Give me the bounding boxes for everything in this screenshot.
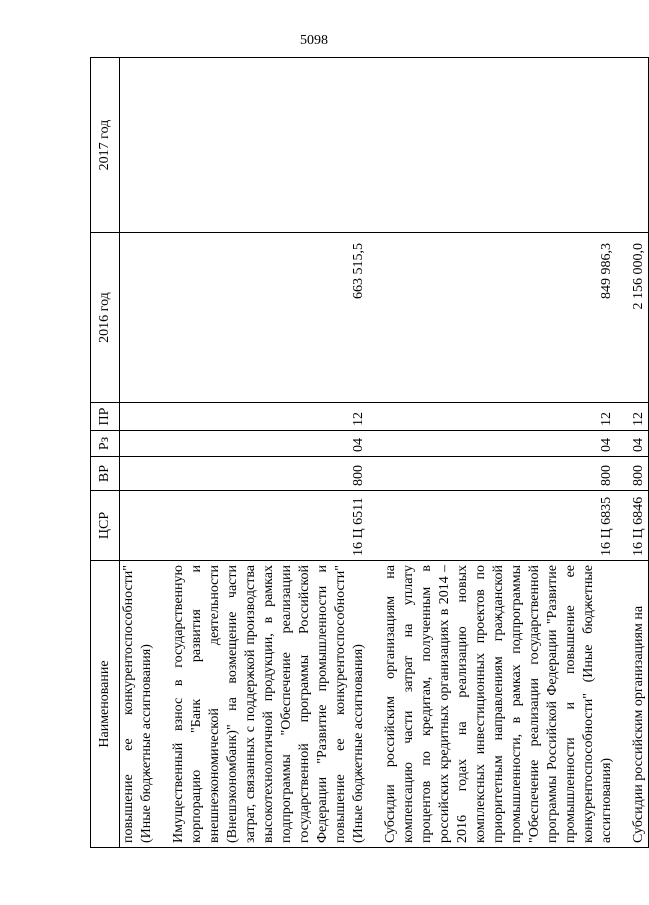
- row-2016: [120, 233, 157, 403]
- row-2016: 849 986,3: [382, 233, 616, 403]
- row-rz: 04: [382, 431, 616, 457]
- row-vr: 800: [630, 457, 649, 491]
- budget-table: [90, 57, 649, 848]
- row-spacer: [368, 58, 382, 848]
- row-name: Имущественный взнос в государственную корпорацию "Банк развития и внешнеэкономической деятельности (Внешэкономбанк)" на возмещение части затрат, связанных с поддержкой производства высокотехнологичной продукции, в рамках подпрограммы "Обеспечение реализации государственной программы Российской Федерации "Развитие промышленности и повышение ее конкурентоспособности" (Иные бюджетные ассигнования): [170, 561, 368, 848]
- row-csr: 16 Ц 6835: [382, 491, 616, 561]
- header-csr: ЦСР: [91, 491, 120, 561]
- row-pr: [120, 403, 157, 431]
- row-2017: [382, 58, 616, 233]
- row-rz: 04: [170, 431, 368, 457]
- page-number: 5098: [300, 33, 328, 48]
- row-pr: 12: [382, 403, 616, 431]
- header-vr: ВР: [91, 457, 120, 491]
- row-spacer: [616, 58, 630, 848]
- row-2016: 663 515,5: [170, 233, 368, 403]
- budget-table-sheet: [90, 58, 646, 848]
- row-csr: 16 Ц 6511: [170, 491, 368, 561]
- header-2016: 2016 год: [91, 233, 120, 403]
- row-pr: 12: [630, 403, 649, 431]
- row-vr: 800: [382, 457, 616, 491]
- row-rz: [120, 431, 157, 457]
- row-2016: 2 156 000,0: [630, 233, 649, 403]
- row-name: Субсидии российским организациям на: [630, 561, 649, 848]
- row-2017: [630, 58, 649, 233]
- table-row: [170, 58, 368, 848]
- row-vr: [120, 457, 157, 491]
- table-header-row: [91, 58, 120, 848]
- row-vr: 800: [170, 457, 368, 491]
- header-2017: 2017 год: [91, 58, 120, 233]
- table-row: [382, 58, 616, 848]
- row-2017: [120, 58, 157, 233]
- row-csr: [120, 491, 157, 561]
- table-row: [630, 58, 649, 848]
- row-rz: 04: [630, 431, 649, 457]
- row-2017: [170, 58, 368, 233]
- header-name: Наименование: [91, 561, 120, 848]
- header-pr: ПР: [91, 403, 120, 431]
- row-name: повышение ее конкурентоспособности" (Иные бюджетные ассигнования): [120, 561, 157, 848]
- row-spacer: [156, 58, 170, 848]
- table-row: [120, 58, 157, 848]
- header-rz: Рз: [91, 431, 120, 457]
- row-name: Субсидии российским организациям на компенсацию части затрат на уплату процентов по кредитам, полученным в российских кредитных организациях в 2014 – 2016 годах на реализацию новых комплексных инвестиционных проектов по приоритетным направлениям гражданской промышленности, в рамках подпрограммы "Обеспечение реализации государственной программы Российской Федерации "Развитие промышленности и повышение ее конкурентоспособности" (Иные бюджетные ассигнования): [382, 561, 616, 848]
- row-csr: 16 Ц 6846: [630, 491, 649, 561]
- row-pr: 12: [170, 403, 368, 431]
